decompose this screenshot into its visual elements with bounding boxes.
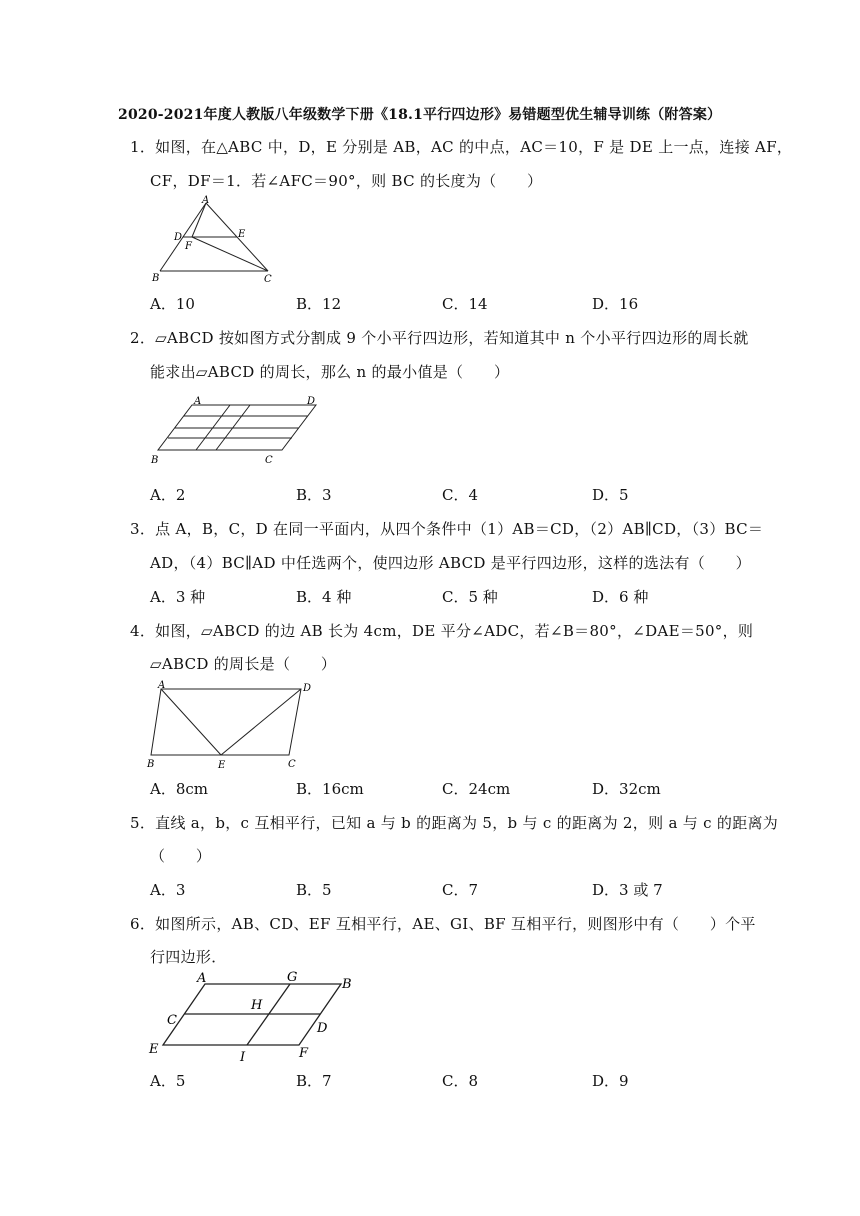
label-i: I <box>240 1050 246 1065</box>
label-e: E <box>238 229 246 240</box>
label-c: C <box>264 274 272 285</box>
question-2-figure <box>150 393 330 468</box>
label-a: A <box>158 680 166 691</box>
option-b[interactable]: B．12 <box>296 295 342 313</box>
label-a: A <box>197 971 207 986</box>
option-d[interactable]: D．16 <box>592 295 639 313</box>
label-d: D <box>307 396 316 407</box>
option-b[interactable]: B．16cm <box>296 780 364 798</box>
option-c[interactable]: C．14 <box>442 295 488 313</box>
label-d: D <box>317 1021 328 1036</box>
label-f: F <box>299 1046 309 1061</box>
option-c[interactable]: C．4 <box>442 486 479 504</box>
label-b: B <box>152 273 160 284</box>
question-5-options <box>150 879 750 899</box>
question-4-options <box>150 778 750 798</box>
option-b[interactable]: B．4 种 <box>296 588 352 606</box>
question-4-line-1: 4．如图，▱ABCD 的边 AB 长为 4cm，DE 平分∠ADC，若∠B＝80°，∠DAE＝50°，则 <box>130 622 754 640</box>
option-a[interactable]: A．5 <box>150 1072 186 1090</box>
question-3-line-2: AD，（4）BC∥AD 中任选两个，使四边形 ABCD 是平行四边形，这样的选法有（ ） <box>150 554 751 572</box>
label-d: D <box>174 232 183 243</box>
question-5-line-2: （ ） <box>150 847 212 865</box>
option-c[interactable]: C．5 种 <box>442 588 498 606</box>
question-1-line-2: CF，DF＝1．若∠AFC＝90°，则 BC 的长度为（ ） <box>150 172 543 190</box>
option-a[interactable]: A．10 <box>150 295 195 313</box>
option-d[interactable]: D．5 <box>592 486 629 504</box>
question-2-options <box>150 484 750 504</box>
label-c: C <box>167 1013 177 1028</box>
question-1-line-1: 1．如图，在△ABC 中，D，E 分别是 AB，AC 的中点，AC＝10，F 是 DE 上一点，连接 AF， <box>130 138 793 156</box>
label-b: B <box>342 977 352 992</box>
option-b[interactable]: B．7 <box>296 1072 332 1090</box>
label-g: G <box>287 970 298 985</box>
label-f: F <box>185 241 192 252</box>
question-6-line-2: 行四边形． <box>150 948 227 966</box>
option-a[interactable]: A．2 <box>150 486 186 504</box>
option-b[interactable]: B．5 <box>296 881 332 899</box>
question-2-line-1: 2．▱ABCD 按如图方式分割成 9 个小平行四边形，若知道其中 n 个小平行四边形的周长就 <box>130 329 749 347</box>
question-1-options <box>150 293 750 313</box>
question-4-figure <box>145 676 320 771</box>
option-a[interactable]: A．3 <box>150 881 186 899</box>
label-d: D <box>303 683 312 694</box>
option-c[interactable]: C．7 <box>442 881 479 899</box>
label-c: C <box>288 759 296 770</box>
label-b: B <box>151 455 159 466</box>
label-c: C <box>265 455 273 466</box>
question-5-line-1: 5．直线 a，b，c 互相平行，已知 a 与 b 的距离为 5，b 与 c 的距离为 2，则 a 与 c 的距离为 <box>130 814 779 832</box>
label-h: H <box>251 998 263 1013</box>
option-a[interactable]: A．8cm <box>150 780 209 798</box>
option-d[interactable]: D．9 <box>592 1072 629 1090</box>
question-3-options <box>150 586 750 606</box>
option-c[interactable]: C．8 <box>442 1072 479 1090</box>
question-6-options <box>150 1070 750 1090</box>
option-d[interactable]: D．3 或 7 <box>592 881 663 899</box>
option-b[interactable]: B．3 <box>296 486 332 504</box>
question-2-line-2: 能求出▱ABCD 的周长，那么 n 的最小值是（ ） <box>150 363 510 381</box>
label-b: B <box>147 759 155 770</box>
document-title: 2020-2021年度人教版八年级数学下册《18.1平行四边形》易错题型优生辅导训练（附答案） <box>118 107 722 123</box>
label-a: A <box>194 396 202 407</box>
question-4-line-2: ▱ABCD 的周长是（ ） <box>150 655 337 673</box>
option-c[interactable]: C．24cm <box>442 780 511 798</box>
label-e: E <box>218 760 226 771</box>
label-a: A <box>202 195 210 206</box>
question-6-line-1: 6．如图所示，AB、CD、EF 互相平行，AE、GI、BF 互相平行，则图形中有（ ）个平 <box>130 915 756 933</box>
option-a[interactable]: A．3 种 <box>150 588 206 606</box>
option-d[interactable]: D．32cm <box>592 780 661 798</box>
option-d[interactable]: D．6 种 <box>592 588 649 606</box>
label-e: E <box>149 1042 159 1057</box>
question-6-figure <box>145 968 365 1063</box>
question-1-figure <box>150 195 290 290</box>
question-3-line-1: 3．点 A，B，C，D 在同一平面内，从四个条件中（1）AB＝CD，（2）AB∥CD，（3）BC＝ <box>130 520 764 538</box>
